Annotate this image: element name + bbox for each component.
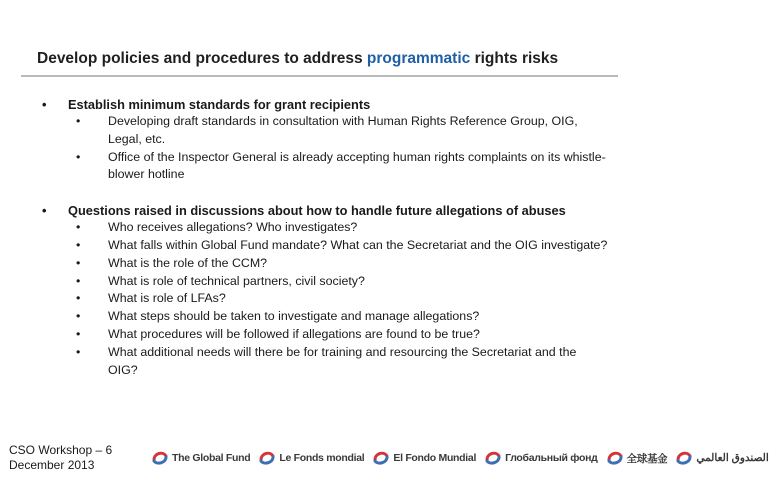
global-fund-swirl-icon — [371, 448, 391, 468]
footer-line-1: CSO Workshop – 6 — [9, 443, 113, 457]
list-item: • Who receives allegations? Who investigates? — [76, 219, 608, 237]
global-fund-swirl-icon — [674, 448, 694, 468]
bullet: • — [76, 273, 81, 288]
logo-global-fund-fr: Le Fonds mondial — [257, 448, 364, 468]
footer-event-label — [9, 443, 112, 473]
bullet: • — [76, 309, 81, 324]
logo-global-fund-zh: 全球基金 — [605, 448, 668, 468]
global-fund-swirl-icon — [605, 448, 625, 468]
section-heading: • Questions raised in discussions about how to handle future allegations of abuses — [42, 203, 566, 219]
list-item: • Office of the Inspector General is already accepting human rights complaints on its whistle-blower hotline — [76, 149, 606, 182]
bullet: • — [76, 344, 81, 359]
list-item: • What steps should be taken to investigate and manage allegations? — [76, 308, 608, 326]
list-item: • What is role of technical partners, civil society? — [76, 273, 608, 291]
list-item: • What falls within Global Fund mandate? What can the Secretariat and the OIG investigate? — [76, 237, 608, 255]
list-item: • What is role of LFAs? — [76, 290, 608, 308]
bullet: • — [76, 291, 81, 306]
list-item: • Developing draft standards in consultation with Human Rights Reference Group, OIG, Legal, etc. — [76, 114, 578, 146]
bullet: • — [42, 97, 47, 112]
logo-global-fund-ru: Глобальный фонд — [483, 448, 597, 468]
logo-global-fund-en: The Global Fund — [150, 448, 250, 468]
bullet: • — [76, 220, 81, 235]
bullet: • — [42, 203, 47, 219]
global-fund-swirl-icon — [150, 448, 170, 468]
bullet: • — [76, 114, 81, 128]
list-item: • What is the role of the CCM? — [76, 255, 608, 273]
global-fund-logo-strip — [150, 444, 769, 472]
logo-global-fund-ar: الصندوق العالمي — [674, 448, 768, 468]
bullet: • — [76, 326, 81, 341]
global-fund-swirl-icon — [483, 448, 503, 468]
logo-global-fund-es: El Fondo Mundial — [371, 448, 476, 468]
list-item: • What additional needs will there be for training and resourcing the Secretariat and the OIG? — [76, 344, 577, 377]
slide-title: Develop policies and procedures to address programmatic rights risks — [37, 50, 559, 67]
bullet: • — [76, 149, 81, 164]
footer-line-2: December 2013 — [9, 458, 95, 472]
bullet: • — [76, 255, 81, 270]
title-underline — [21, 75, 618, 77]
title-highlight: programmatic — [366, 50, 471, 67]
section-heading: • Establish minimum standards for grant recipients — [42, 97, 371, 112]
bullet: • — [76, 237, 81, 252]
bullet-content — [42, 96, 608, 379]
global-fund-swirl-icon — [257, 448, 277, 468]
list-item: • What procedures will be followed if allegations are found to be true? — [76, 326, 608, 344]
